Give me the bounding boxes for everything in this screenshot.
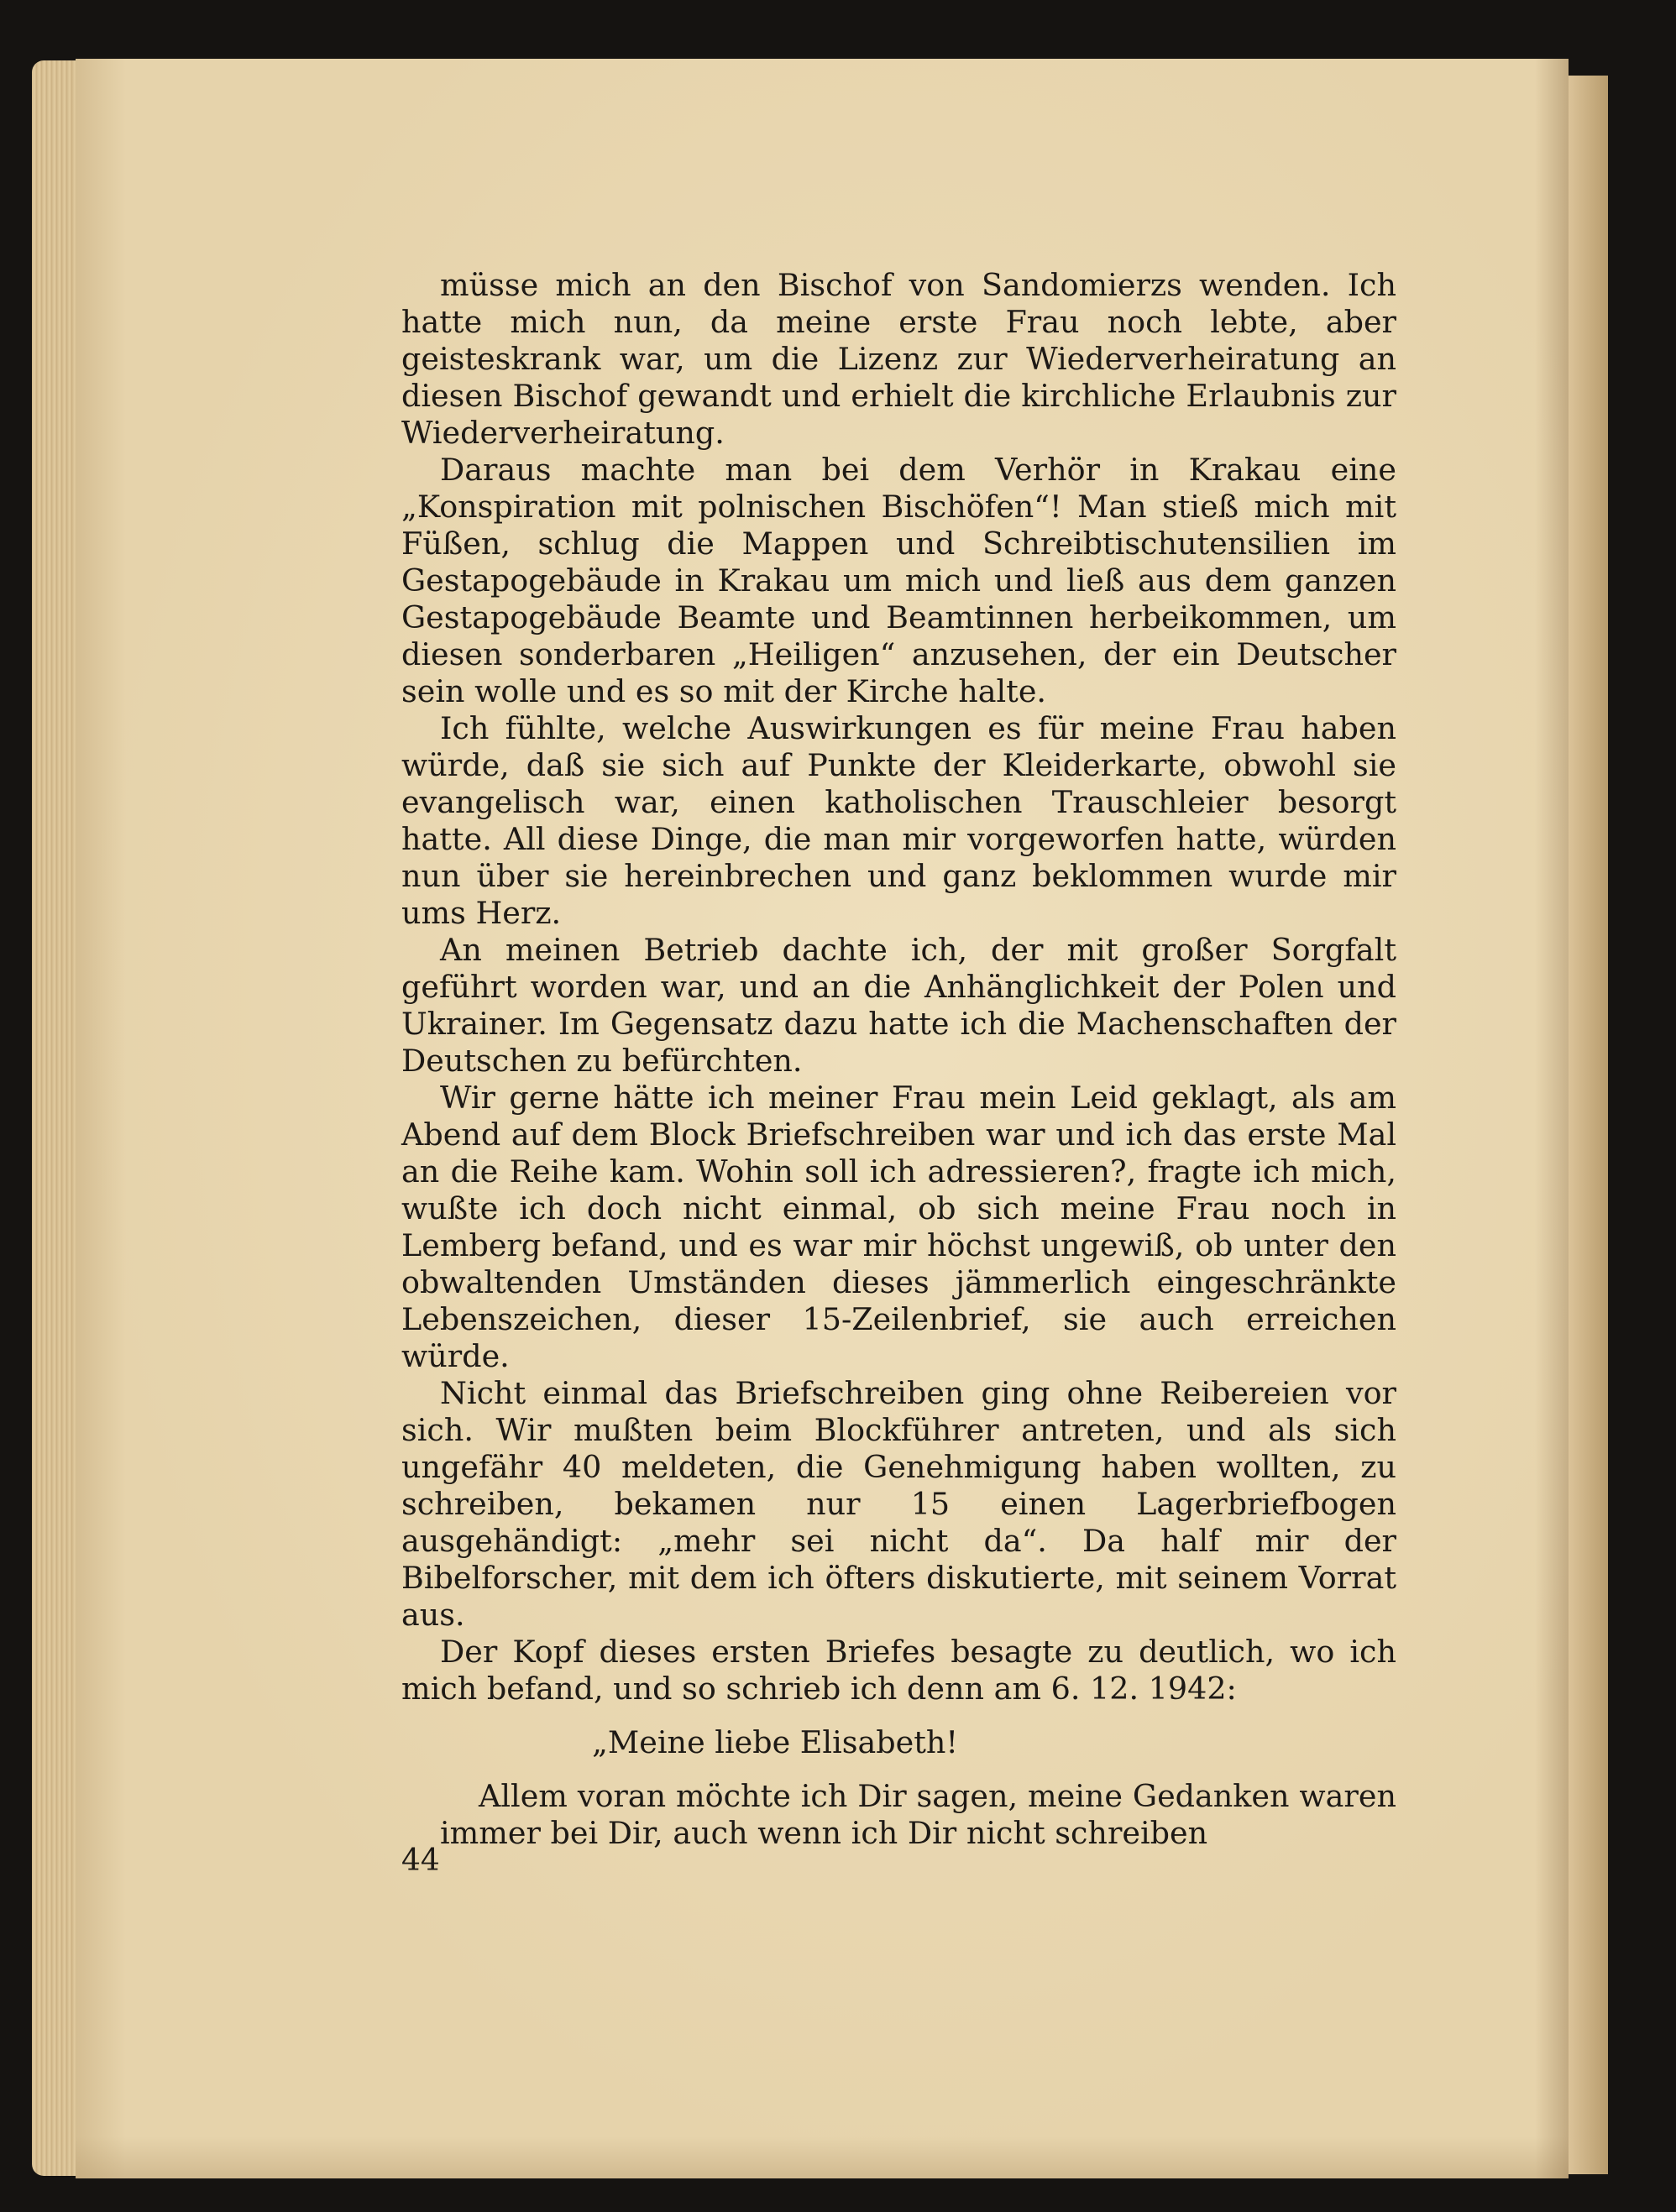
paragraph: Nicht einmal das Briefschreiben ging ohne Reibereien vor sich. Wir mußten beim Blockführer antreten, und als sich ungefähr 40 meldeten, die Genehmigung haben wollten, zu schreiben, bekamen nur 15 einen Lagerbriefbogen ausgehändigt: „mehr sei nicht da“. Da half mir der Bibelforscher, mit dem ich öfters diskutierte, mit seinem Vorrat aus. [401,1375,1396,1633]
page-number: 44 [401,1843,440,1878]
letter-body: Allem voran möchte ich Dir sagen, meine Gedanken waren immer bei Dir, auch wenn ich Dir nicht schreiben [440,1778,1396,1851]
body-text [401,267,1396,1852]
paragraph: Daraus machte man bei dem Verhör in Krakau eine „Konspiration mit polnischen Bischöfen“! Man stieß mich mit Füßen, schlug die Mappen und Schreibtischutensilien im Gestapogebäude in Krakau um mich und ließ aus dem ganzen Gestapogebäude Beamte und Beamtinnen herbeikommen, um diesen sonderbaren „Heiligen“ anzusehen, der ein Deutscher sein wolle und es so mit der Kirche halte. [401,452,1396,709]
paragraph: müsse mich an den Bischof von Sandomierzs wenden. Ich hatte mich nun, da meine erste Frau noch lebte, aber geisteskrank war, um die Lizenz zur Wiederverheiratung an diesen Bischof gewandt und erhielt die kirchliche Erlaubnis zur Wiederverheiratung. [401,267,1396,451]
paragraph: Der Kopf dieses ersten Briefes besagte zu deutlich, wo ich mich befand, und so schrieb ich denn am 6. 12. 1942: [401,1634,1396,1707]
paragraph: Wir gerne hätte ich meiner Frau mein Leid geklagt, als am Abend auf dem Block Briefschreiben war und ich das erste Mal an die Reihe kam. Wohin soll ich adressieren?, fragte ich mich, wußte ich doch nicht einmal, ob sich meine Frau noch in Lemberg befand, und es war mir höchst ungewiß, ob unter den obwaltenden Umständen dieses jämmerlich eingeschränkte Lebenszeichen, dieser 15-Zeilenbrief, sie auch erreichen würde. [401,1080,1396,1374]
paragraph: An meinen Betrieb dachte ich, der mit großer Sorgfalt geführt worden war, und an die Anhänglichkeit der Polen und Ukrainer. Im Gegensatz dazu hatte ich die Machenschaften der Deutschen zu befürchten. [401,932,1396,1079]
letter-greeting: „Meine liebe Elisabeth! [592,1724,959,1760]
paragraph: Ich fühlte, welche Auswirkungen es für meine Frau haben würde, daß sie sich auf Punkte der Kleiderkarte, obwohl sie evangelisch war, einen katholischen Trauschleier besorgt hatte. All diese Dinge, die man mir vorgeworfen hatte, würden nun über sie hereinbrechen und ganz beklommen wurde mir ums Herz. [401,710,1396,931]
